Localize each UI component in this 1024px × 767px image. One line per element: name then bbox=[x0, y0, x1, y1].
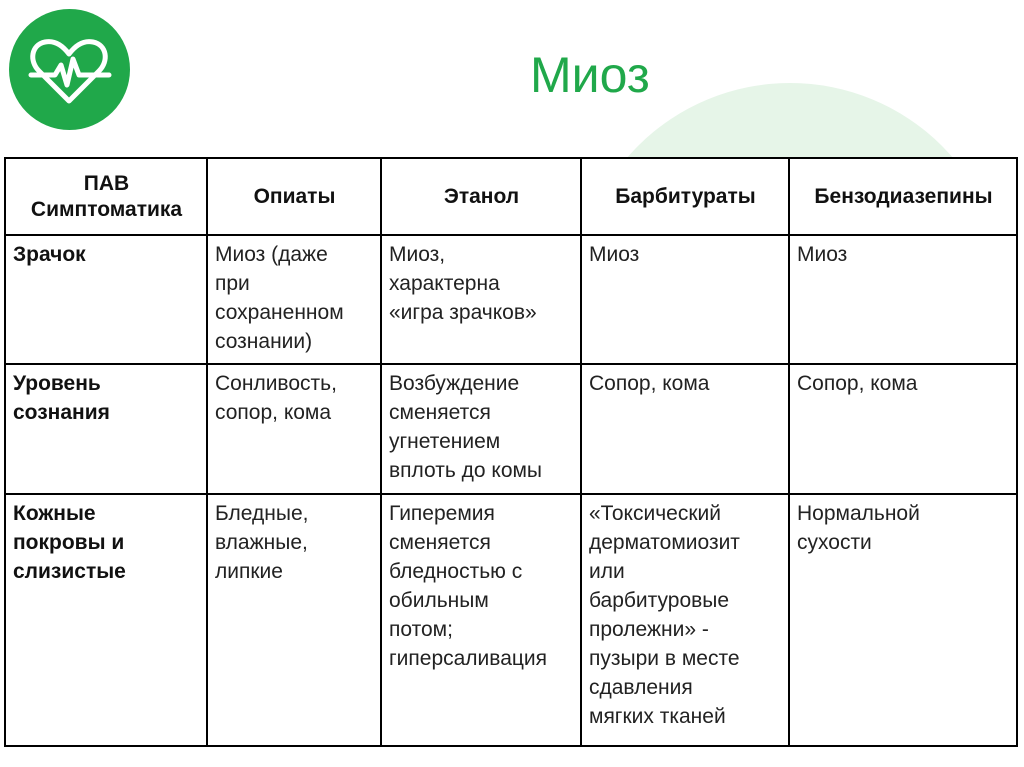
cell-line: пузыри в месте bbox=[589, 647, 740, 670]
cell-line: Возбуждение bbox=[389, 372, 520, 395]
row-label-line: Уровень bbox=[13, 372, 101, 395]
cell-line: Миоз, bbox=[389, 243, 446, 266]
corner-header bbox=[5, 158, 207, 235]
table-cell bbox=[207, 364, 381, 494]
row-label-consciousness bbox=[5, 364, 207, 494]
row-label-line: Кожные bbox=[13, 502, 96, 525]
cell-line: потом; bbox=[389, 618, 453, 641]
cell-line: Гиперемия bbox=[389, 502, 495, 525]
cell-line: Сонливость, bbox=[215, 372, 337, 395]
page-title: Миоз bbox=[530, 47, 650, 103]
cell-line: или bbox=[589, 560, 625, 583]
cell-line: Сопор, кома bbox=[797, 372, 918, 395]
cell-line: обильным bbox=[389, 589, 489, 612]
column-header-benzodiazepines: Бензодиазепины bbox=[789, 158, 1017, 235]
table-row-pupil bbox=[5, 235, 1017, 364]
cell-line: сменяется bbox=[389, 531, 491, 554]
symptom-comparison-table bbox=[4, 157, 1018, 747]
table-cell bbox=[581, 235, 789, 364]
cell-line: Нормальной bbox=[797, 502, 920, 525]
table-cell bbox=[207, 235, 381, 364]
table-row-skin bbox=[5, 494, 1017, 746]
row-label-pupil bbox=[5, 235, 207, 364]
cell-line: бледностью с bbox=[389, 560, 523, 583]
table-row-consciousness bbox=[5, 364, 1017, 494]
cell-line: угнетением bbox=[389, 430, 501, 453]
cell-line: «игра зрачков» bbox=[389, 301, 537, 324]
column-header-ethanol: Этанол bbox=[381, 158, 581, 235]
column-header-barbiturates: Барбитураты bbox=[581, 158, 789, 235]
cell-line: дерматомиозит bbox=[589, 531, 740, 554]
cell-line: сопор, кома bbox=[215, 401, 332, 424]
table-cell bbox=[789, 235, 1017, 364]
cell-line: пролежни» - bbox=[589, 618, 709, 641]
cell-line: Миоз bbox=[589, 243, 640, 266]
table-cell bbox=[581, 494, 789, 746]
table-cell bbox=[789, 364, 1017, 494]
cell-line: Миоз bbox=[797, 243, 848, 266]
cell-line: сознании) bbox=[215, 330, 313, 353]
cell-line: Бледные, bbox=[215, 502, 309, 525]
table-cell bbox=[581, 364, 789, 494]
cell-line: вплоть до комы bbox=[389, 459, 543, 482]
corner-header-line: ПАВ bbox=[83, 171, 130, 195]
row-label-line: сознания bbox=[13, 401, 110, 424]
cell-line: «Токсический bbox=[589, 502, 721, 525]
row-label-skin bbox=[5, 494, 207, 746]
column-header-opiates: Опиаты bbox=[207, 158, 381, 235]
corner-header-line: Симптоматика bbox=[30, 197, 183, 221]
heart-pulse-icon bbox=[9, 9, 130, 130]
cell-line: мягких тканей bbox=[589, 705, 726, 728]
cell-line: при bbox=[215, 272, 250, 295]
row-label-line: покровы и bbox=[13, 531, 125, 554]
row-label-line: слизистые bbox=[13, 560, 126, 583]
table-cell bbox=[381, 364, 581, 494]
cell-line: сухости bbox=[797, 531, 872, 554]
table-cell bbox=[381, 235, 581, 364]
cell-line: Миоз (даже bbox=[215, 243, 328, 266]
cell-line: липкие bbox=[215, 560, 283, 583]
table-cell bbox=[207, 494, 381, 746]
cell-line: Сопор, кома bbox=[589, 372, 710, 395]
cell-line: барбитуровые bbox=[589, 589, 730, 612]
cell-line: характерна bbox=[389, 272, 500, 295]
cell-line: сдавления bbox=[589, 676, 693, 699]
row-label-line: Зрачок bbox=[13, 243, 86, 266]
table-header-row bbox=[5, 158, 1017, 235]
cell-line: влажные, bbox=[215, 531, 308, 554]
cell-line: сохраненном bbox=[215, 301, 344, 324]
table-cell bbox=[381, 494, 581, 746]
table-cell bbox=[789, 494, 1017, 746]
cell-line: сменяется bbox=[389, 401, 491, 424]
cell-line: гиперсаливация bbox=[389, 647, 548, 670]
